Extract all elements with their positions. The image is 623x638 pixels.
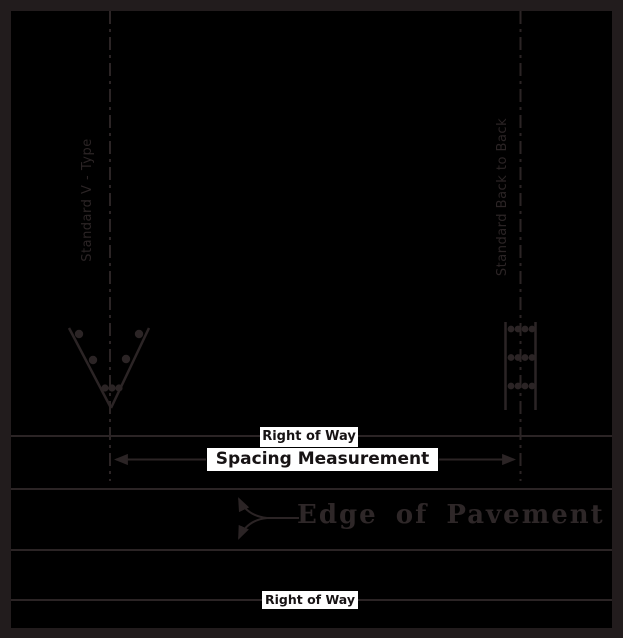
standard-back-to-back-label: Standard Back to Back	[495, 117, 510, 277]
right-of-way-bottom-label: Right of Way	[262, 591, 358, 609]
right-of-way-top-label: Right of Way	[260, 427, 358, 447]
standard-v-type-label: Standard V - Type	[80, 138, 95, 262]
leader-arrow-lower	[239, 518, 267, 538]
spacing-measurement-label: Spacing Measurement	[207, 448, 438, 471]
leader-arrow-upper	[239, 499, 267, 518]
edge-of-pavement-label: Edge of Pavement	[297, 500, 605, 530]
edge-of-pavement-leader	[239, 499, 299, 538]
